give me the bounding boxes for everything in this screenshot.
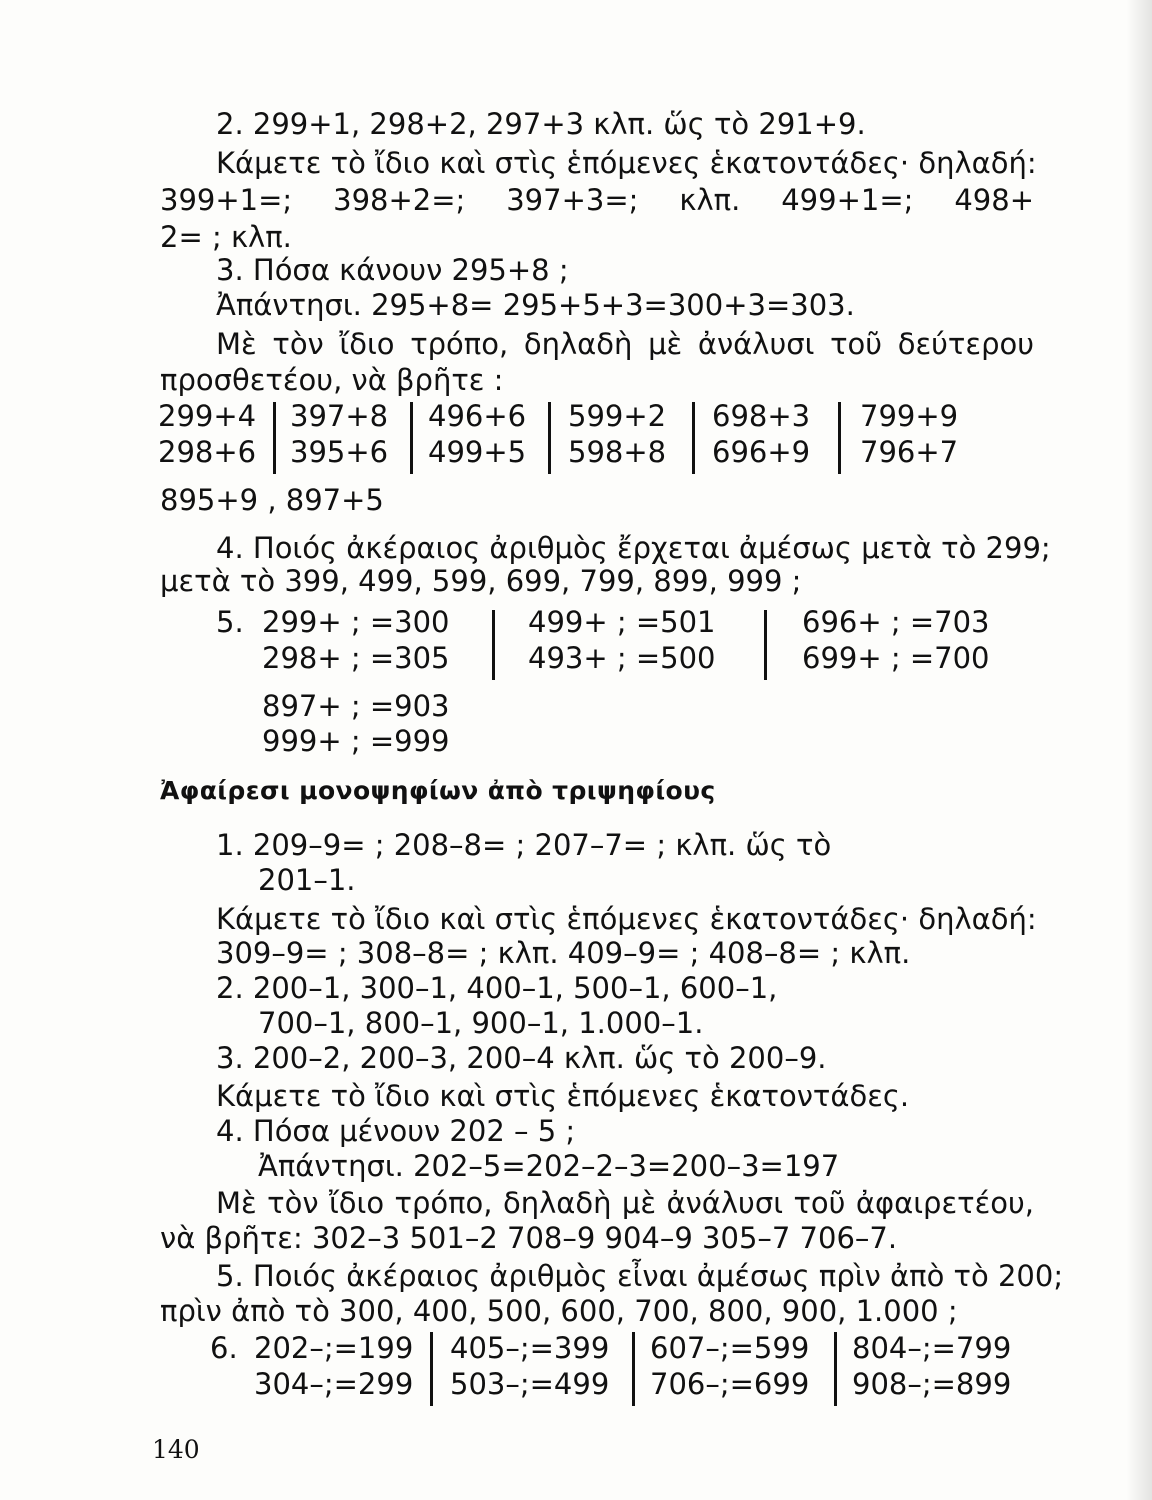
grid-divider — [632, 1332, 635, 1406]
grid-cell: 299+ ; =300 — [262, 605, 450, 639]
grid-cell: 499+5 — [428, 435, 527, 469]
grid-divider — [548, 402, 551, 474]
grid-divider — [692, 402, 695, 474]
exercise-3-answer: Ἀπάντησι. 295+8= 295+5+3=300+3=303. — [216, 288, 855, 322]
sub-exercise-4-line-2: Ἀπάντησι. 202–5=202–2–3=200–3=197 — [258, 1149, 840, 1183]
exercise-5-extra-1: 897+ ; =903 — [262, 689, 450, 723]
sub-exercise-1-line-1: 1. 209–9= ; 208–8= ; 207–7= ; κλπ. ὥς τὸ — [216, 828, 832, 862]
grid-divider — [764, 610, 767, 680]
sub-exercise-4-line-3: Μὲ τὸν ἴδιο τρόπο, δηλαδὴ μὲ ἀνάλυσι τοῦ ἀφαιρετέου, — [216, 1186, 1034, 1220]
grid-cell: 599+2 — [568, 399, 667, 433]
exercise-4-line-2: μετὰ τὸ 399, 499, 599, 699, 799, 899, 999 ; — [160, 564, 802, 598]
page-number: 140 — [152, 1435, 200, 1464]
grid-cell: 395+6 — [290, 435, 389, 469]
grid-cell: 503–;=499 — [450, 1367, 610, 1401]
grid-divider — [492, 610, 495, 680]
exercise-5-label: 5. — [216, 605, 244, 639]
grid-cell: 397+8 — [290, 399, 389, 433]
grid-cell: 696+9 — [712, 435, 811, 469]
sub-exercise-6-label: 6. — [210, 1331, 238, 1365]
exercise-2-line-2: Κάμετε τὸ ἴδιο καὶ στὶς ἑπόμενες ἑκατοντάδες· δηλαδή: — [216, 146, 1037, 180]
sub-exercise-1-line-4: 309–9= ; 308–8= ; κλπ. 409–9= ; 408–8= ; κλπ. — [216, 936, 911, 970]
exercise-3-method-line-1: Μὲ τὸν ἴδιο τρόπο, δηλαδὴ μὲ ἀνάλυσι τοῦ δεύτερου — [216, 327, 1034, 361]
exercise-4-line-1: 4. Ποιός ἀκέραιος ἀριθμὸς ἔρχεται ἀμέσως μετὰ τὸ 299; — [216, 531, 1051, 565]
grid-cell: 908–;=899 — [852, 1367, 1012, 1401]
exercise-3-method-line-2: προσθετέου, νὰ βρῆτε : — [160, 363, 504, 397]
grid-cell: 496+6 — [428, 399, 527, 433]
grid-cell: 696+ ; =703 — [802, 605, 990, 639]
grid-divider — [410, 402, 413, 474]
sub-exercise-3-line-2: Κάμετε τὸ ἴδιο καὶ στὶς ἑπόμενες ἑκατοντάδες. — [216, 1079, 910, 1113]
sub-exercise-1-line-3: Κάμετε τὸ ἴδιο καὶ στὶς ἑπόμενες ἑκατοντάδες· δηλαδή: — [216, 902, 1037, 936]
section-heading: Ἀφαίρεσι μονοψηφίων ἀπὸ τριψηφίους — [160, 776, 716, 805]
grid-cell: 804–;=799 — [852, 1331, 1012, 1365]
sub-exercise-4-line-1: 4. Πόσα μένουν 202 – 5 ; — [216, 1114, 576, 1148]
grid-cell: 298+6 — [158, 435, 257, 469]
grid-cell: 493+ ; =500 — [528, 641, 716, 675]
exercise-5-extra-2: 999+ ; =999 — [262, 724, 450, 758]
grid-cell: 799+9 — [860, 399, 959, 433]
sub-exercise-1-line-2: 201–1. — [258, 863, 356, 897]
exercise-2-line-4: 2= ; κλπ. — [160, 220, 292, 254]
sub-exercise-5-line-2: πρὶν ἀπὸ τὸ 300, 400, 500, 600, 700, 800, 900, 1.000 ; — [160, 1294, 958, 1328]
page-edge-shadow — [1126, 0, 1152, 1500]
grid-cell: 405–;=399 — [450, 1331, 610, 1365]
grid-cell: 607–;=599 — [650, 1331, 810, 1365]
grid-cell: 202–;=199 — [254, 1331, 414, 1365]
sub-exercise-2-line-1: 2. 200–1, 300–1, 400–1, 500–1, 600–1, — [216, 971, 778, 1005]
sub-exercise-2-line-2: 700–1, 800–1, 900–1, 1.000–1. — [258, 1006, 704, 1040]
sub-exercise-3-line-1: 3. 200–2, 200–3, 200–4 κλπ. ὥς τὸ 200–9. — [216, 1041, 827, 1075]
sub-exercise-5-line-1: 5. Ποιός ἀκέραιος ἀριθμὸς εἶναι ἀμέσως πρὶν ἀπὸ τὸ 200; — [216, 1259, 1064, 1293]
exercise-3-extra: 895+9 , 897+5 — [160, 483, 384, 517]
exercise-2-line-1: 2. 299+1, 298+2, 297+3 κλπ. ὥς τὸ 291+9. — [216, 107, 866, 141]
sub-exercise-4-line-4: νὰ βρῆτε: 302–3 501–2 708–9 904–9 305–7 706–7. — [160, 1221, 898, 1255]
grid-cell: 298+ ; =305 — [262, 641, 450, 675]
grid-cell: 699+ ; =700 — [802, 641, 990, 675]
grid-cell: 698+3 — [712, 399, 811, 433]
grid-cell: 796+7 — [860, 435, 959, 469]
grid-divider — [273, 402, 276, 474]
grid-divider — [838, 402, 841, 474]
exercise-2-line-3: 399+1=; 398+2=; 397+3=; κλπ. 499+1=; 498+ — [160, 183, 1034, 217]
grid-cell: 299+4 — [158, 399, 257, 433]
grid-cell: 499+ ; =501 — [528, 605, 716, 639]
grid-divider — [430, 1332, 433, 1406]
grid-divider — [834, 1332, 837, 1406]
grid-cell: 598+8 — [568, 435, 667, 469]
grid-cell: 706–;=699 — [650, 1367, 810, 1401]
grid-cell: 304–;=299 — [254, 1367, 414, 1401]
exercise-3-question: 3. Πόσα κάνουν 295+8 ; — [216, 253, 569, 287]
